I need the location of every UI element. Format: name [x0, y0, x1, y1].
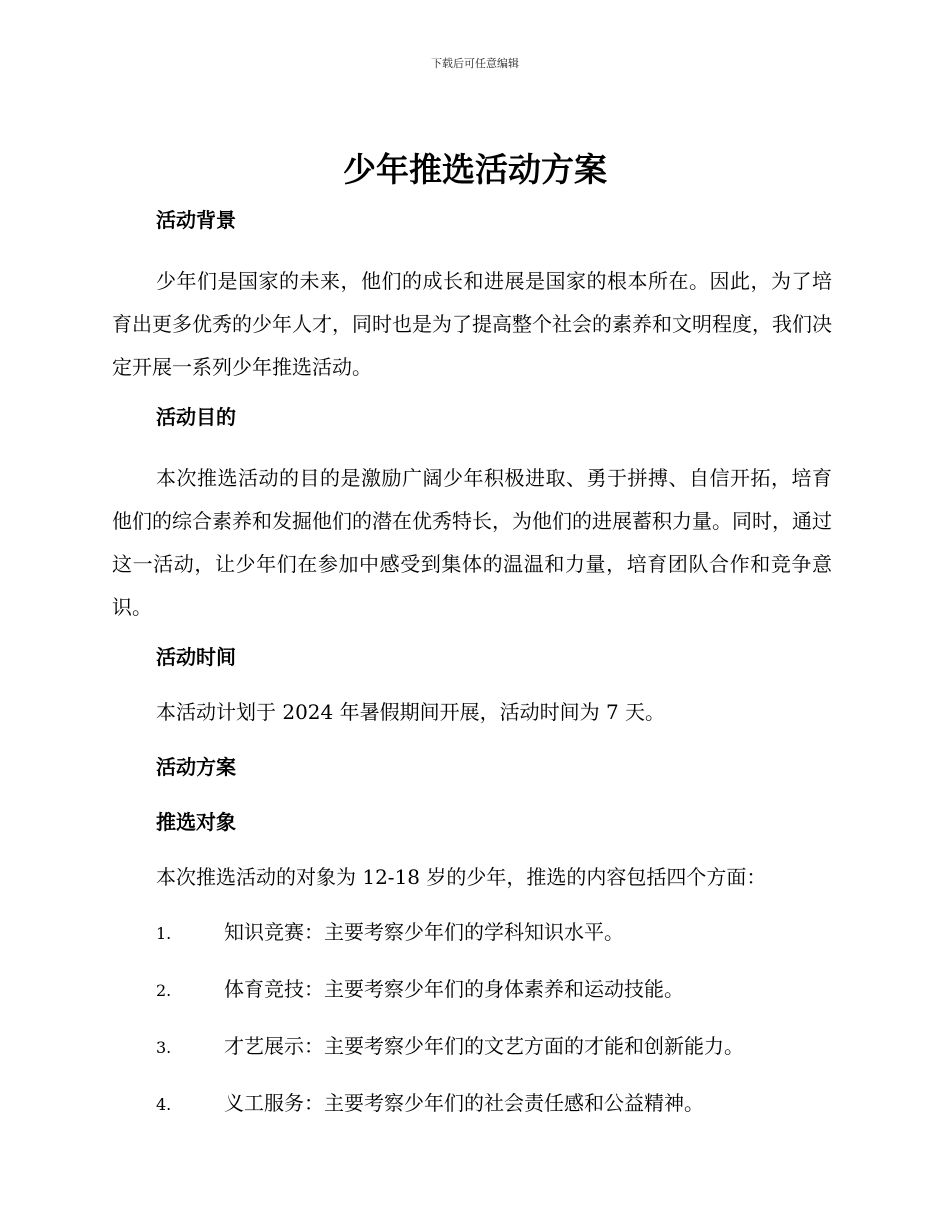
list-item-number: 4. — [156, 1095, 172, 1114]
list-item-number: 1. — [156, 924, 172, 943]
list-item-text: 知识竞赛：主要考察少年们的学科知识水平。 — [224, 920, 624, 944]
list-item-number: 2. — [156, 981, 172, 1000]
section-heading-plan: 活动方案 — [156, 755, 236, 779]
section-heading-background: 活动背景 — [156, 208, 236, 232]
paragraph-background: 少年们是国家的未来，他们的成长和进展是国家的根本所在。因此，为了培育出更多优秀的少年人才，同时也是为了提高整个社会的素养和文明程度，我们决定开展一系列少年推选活动。 — [112, 269, 832, 379]
page-header-note: 下载后可任意编辑 — [431, 57, 519, 70]
paragraph-purpose: 本次推选活动的目的是激励广阔少年积极进取、勇于拼搏、自信开拓，培育他们的综合素养和发掘他们的潜在优秀特长，为他们的进展蓄积力量。同时，通过这一活动，让少年们在参加中感受到集体的温温和力量，培育团队合作和竞争意识。 — [112, 466, 832, 619]
list-item — [112, 917, 832, 949]
list-item-text: 才艺展示：主要考察少年们的文艺方面的才能和创新能力。 — [224, 1034, 744, 1058]
list-item-text: 体育竞技：主要考察少年们的身体素养和运动技能。 — [224, 977, 684, 1001]
section-heading-purpose: 活动目的 — [156, 405, 236, 429]
list-item — [112, 974, 832, 1006]
list-item-number: 3. — [156, 1038, 172, 1057]
paragraph-targets-intro: 本次推选活动的对象为 12-18 岁的少年，推选的内容包括四个方面： — [156, 865, 767, 889]
section-heading-time: 活动时间 — [156, 645, 236, 669]
list-item — [112, 1088, 832, 1120]
list-item-text: 义工服务：主要考察少年们的社会责任感和公益精神。 — [224, 1091, 704, 1115]
section-heading-targets: 推选对象 — [156, 810, 236, 834]
list-item — [112, 1031, 832, 1063]
document-title: 少年推选活动方案 — [343, 150, 607, 189]
evaluation-items-list — [112, 917, 832, 1120]
document-body — [112, 205, 832, 1145]
paragraph-time: 本活动计划于 2024 年暑假期间开展，活动时间为 7 天。 — [156, 700, 666, 724]
